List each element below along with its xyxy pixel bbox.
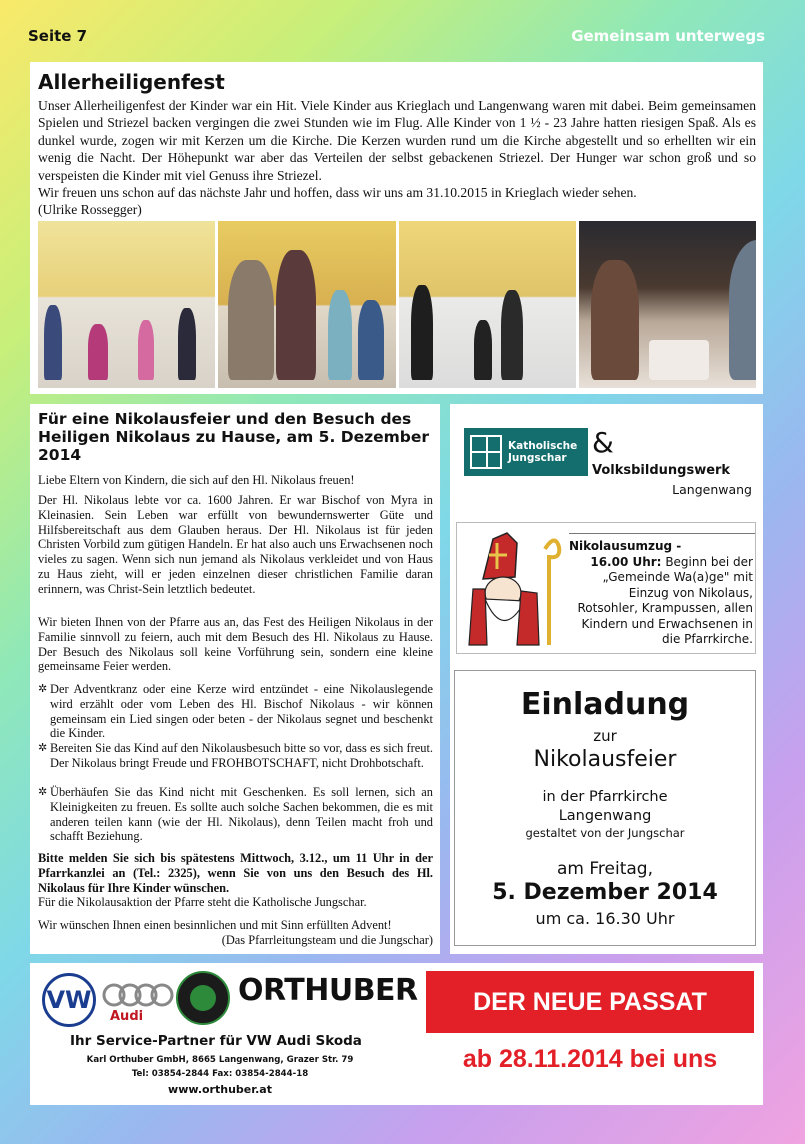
photo-children-playing [218, 221, 395, 388]
invitation-event: Nikolausfeier [533, 747, 677, 772]
photo-strip [38, 221, 756, 388]
article-title: Allerheiligenfest [38, 70, 225, 94]
company-name: ORTHUBER [238, 973, 418, 1008]
article-allerheiligenfest [30, 62, 763, 394]
jungschar-logo: Katholische Jungschar [464, 428, 588, 476]
list-item: ✲ Der Adventkranz oder eine Kerze wird entzündet - eine Nikolauslegende wird erzählt oder vom Leben des Hl. Bischof Nikolaus - wir können gemeinsam ein Lied singen oder beten - der Nikolaus segnet und beschenkt die Kinder. [38, 682, 433, 741]
jungschar-note: Für die Nikolausaktion der Pfarre steht die Katholische Jungschar. [38, 895, 367, 909]
invitation-time: um ca. 16.30 Uhr [535, 909, 675, 928]
ad-orthuber [30, 963, 763, 1105]
vw-logo: VW [42, 973, 96, 1027]
service-line: Ihr Service-Partner für VW Audi Skoda [70, 1033, 362, 1049]
registration-note: Bitte melden Sie sich bis spätestens Mittwoch, 3.12., um 11 Uhr in der Pfarrkanzlei an (Tel.: 2325), wenn Sie von uns den Besuch des Hl. Nikolaus für Ihre Kinder wünschen. [38, 851, 433, 895]
nikolausumzug-text: Nikolausumzug - 16.00 Uhr: Beginn bei der „Gemeinde Wa(a)ge" mit Einzug von Nikolaus, Rotsohler, Krampussen, allen Kindern und Erwachsenen in die Pfarrkirche. [569, 539, 753, 646]
ampersand: & [592, 426, 614, 459]
article-body [38, 97, 756, 219]
org-name: Volksbildungswerk [592, 463, 731, 478]
nikolausumzug-card [456, 522, 756, 654]
audi-label: Audi [110, 1009, 144, 1024]
skoda-logo [176, 971, 230, 1025]
ad-headline: DER NEUE PASSAT [426, 971, 754, 1033]
photo-children-hall [38, 221, 215, 388]
nikolaus-icon [463, 529, 567, 647]
photo-group-hall [399, 221, 576, 388]
article-title: Für eine Nikolausfeier und den Besuch des Heiligen Nikolaus zu Hause, am 5. Dezember 2014 [38, 410, 430, 464]
divider [569, 533, 755, 534]
org-place: Langenwang [672, 482, 752, 497]
list-item: ✲ Bereiten Sie das Kind auf den Nikolausbesuch bitte so vor, dass es sich freut. Der Nikolaus bringt Freude und FROHBOTSCHAFT, nicht Drohbotschaft. [38, 741, 433, 770]
invitation-title: Einladung [520, 687, 690, 722]
invitation-date: 5. Dezember 2014 [492, 880, 718, 905]
article-intro: Liebe Eltern von Kindern, die sich auf den Hl. Nikolaus freuen! [38, 473, 355, 487]
article-paragraph: Unser Allerheiligenfest der Kinder war ein Hit. Viele Kinder aus Krieglach und Langenwang waren mit dabei. Beim gemeinsamen Spielen und Striezel backen vergingen die zwei Stunden wie im Flug. Alle Kinder von 1 ½ - 23 Jahre hatten riesigen Spaß. Als es dunkel wurde, zogen wir mit Kerzen um die Kirche. Die Kerzen wurden rund um die Kirche abgestellt und so erhellten wir ein wenig die Nacht. Der Höhepunkt war aber das Verteilen der selbst gebackenen Striezel. Der Hunger war schon groß und so verspeisten die Kinder mit viel Genuss ihre Striezel. [38, 98, 756, 183]
article-paragraph: Der Hl. Nikolaus lebte vor ca. 1600 Jahren. Er war Bischof von Myra in Kleinasien. Sein Leben war erfüllt von bewundernswerter Güte und Hilfsbereitschaft aus dem Glauben heraus. Der Hl. Nikolaus ist für jeden Christen Vorbild zum gütigen Handeln. Er hat also auch uns Erwachsenen noch vieles zu sagen. Wenn sich nun jemand als Nikolaus verkleidet und von Haus zu Haus zieht, will er jeden einzelnen dieser christlichen Familie daran erinnern, was Christ-Sein letztlich bedeutet. [38, 493, 433, 596]
list-item: ✲ Überhäufen Sie das Kind nicht mit Geschenken. Es soll lernen, sich an Kleinigkeiten zu freuen. Es sollte auch solche Sachen bekommen, die es mit anderen teilen kann (wie der Hl. Nikolaus), denn Teilen macht froh und schafft Beziehung. [38, 785, 433, 844]
article-paragraph: Wir bieten Ihnen von der Pfarre aus an, das Fest des Heiligen Nikolaus in der Familie sinnvoll zu feiern, auch mit dem Besuch des Hl. Nikolaus zu Hause. Der Besuch des Nikolaus soll keine Vorführung sein, sondern eine kleine gemeinsame Feier werden. [38, 615, 433, 674]
ad-subline: ab 28.11.2014 bei uns [462, 1045, 718, 1073]
publication-title: Gemeinsam unterwegs [571, 27, 765, 45]
page-number: Seite 7 [28, 27, 88, 45]
audi-rings-icon [102, 981, 174, 1009]
article-paragraph-2: Wir freuen uns schon auf das nächste Jahr und hoffen, dass wir uns am 31.10.2015 in Krieglach wieder sehen. [38, 185, 637, 201]
sidebar-events [450, 404, 763, 954]
article-author: (Ulrike Rossegger) [38, 202, 142, 218]
article-closing: Wir wünschen Ihnen einen besinnlichen und mit Sinn erfüllten Advent! (Das Pfarrleitungsteam und die Jungschar) [38, 918, 433, 947]
invitation-card: Einladung zur Nikolausfeier in der Pfarrkirche Langenwang gestaltet von der Jungschar am Freitag, 5. Dezember 2014 um ca. 16.30 Uhr [454, 670, 756, 946]
company-website: www.orthuber.at [168, 1083, 272, 1096]
cross-icon [470, 435, 502, 469]
article-nikolausfeier [30, 404, 440, 954]
photo-striezel [579, 221, 756, 388]
company-phone: Tel: 03854-2844 Fax: 03854-2844-18 [131, 1069, 309, 1079]
article-signature: (Das Pfarrleitungsteam und die Jungschar) [221, 932, 433, 947]
company-address: Karl Orthuber GmbH, 8665 Langenwang, Grazer Str. 79 [86, 1055, 354, 1065]
